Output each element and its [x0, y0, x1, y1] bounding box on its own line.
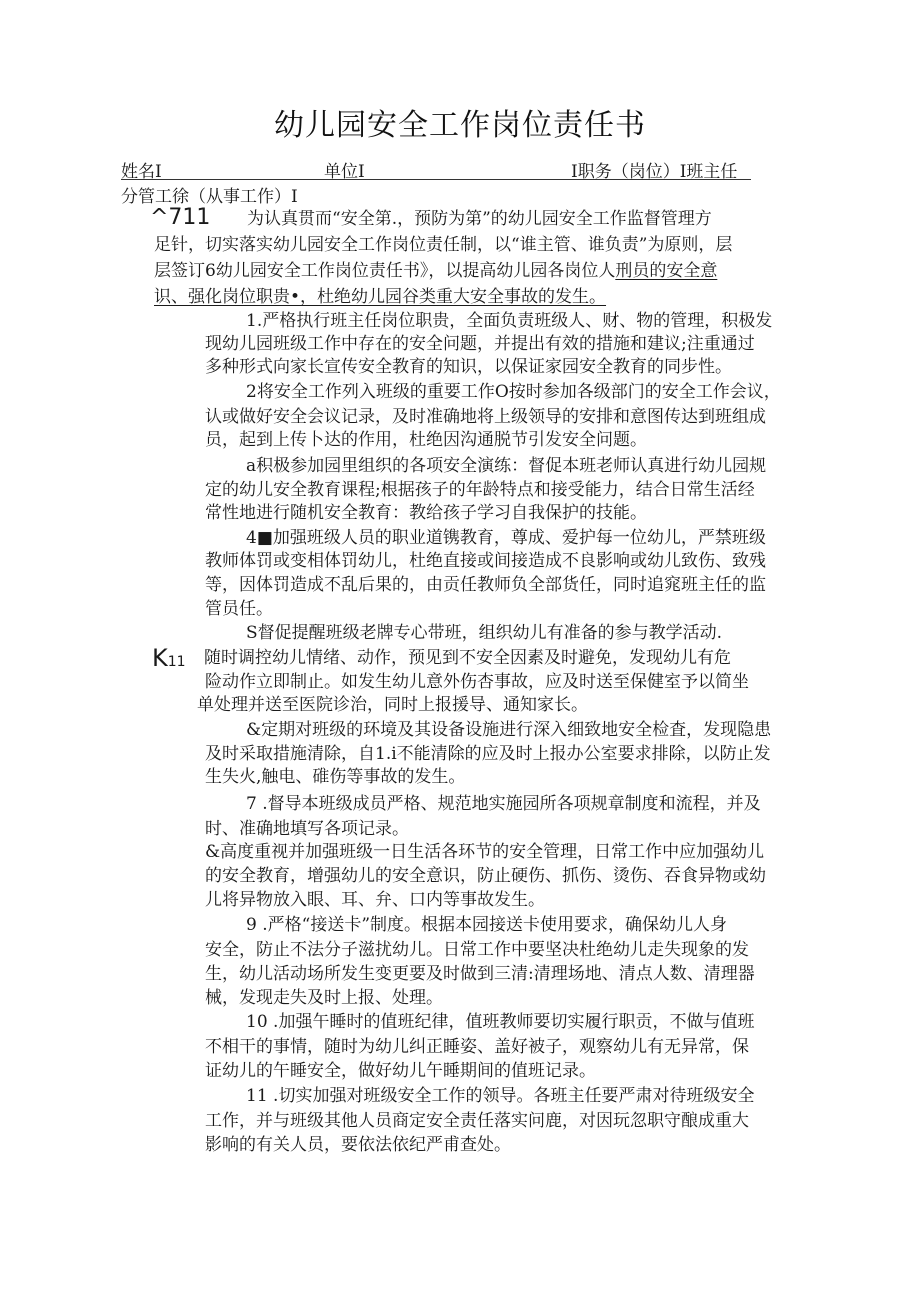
info-line	[121, 157, 751, 180]
body-line: 安全，防止不法分子滋扰幼儿。日常工作中要坚决杜绝幼儿走失现象的发	[205, 940, 749, 960]
body-line: 不相干的事情，随时为幼儿纠正睡姿、盖好被子，观察幼儿有无异常，保	[205, 1037, 749, 1057]
body-line: 1.严格执行班主任岗位职贵，全面负责班级人、财、物的管理，积极发	[246, 311, 773, 331]
section-marker-main: K	[152, 644, 168, 672]
body-line: 时、准确地填写各项记录。	[205, 819, 409, 839]
body-line: 生失火,触电、碓伤等事故的发生。	[205, 767, 466, 787]
body-line: a积极参加园里组织的各项安全演练：督促本班老师认真进行幼儿园规	[246, 456, 767, 476]
body-line: 械，发现走失及时上报、处理。	[205, 988, 443, 1008]
intro-marker: ^711	[150, 205, 211, 230]
body-line: 等，因体罚造成不乱后果的，由贡任教师负全部货任，同时追窕班主任的监	[205, 575, 766, 595]
body-line: 2将安全工作列入班级的重要工作O按时参加各级部门的安全工作会议，	[246, 382, 781, 402]
intro-line-underlined: 识、强化岗位职贵•，杜绝幼儿园谷类重大安全事故的发生。	[154, 287, 607, 307]
name-label: 姓名I	[121, 162, 162, 182]
body-line: 11 .切实加强对班级安全工作的领导。各班主任要严肃对待班级安全	[246, 1086, 755, 1106]
body-line: 9 .严格“接送卡”制度。根据本园接送卡使用要求，确保幼儿人身	[246, 915, 728, 935]
body-line: 险动作立即制止。如发生幼儿意外伤杏事故，应及时送至保健室予以简坐	[205, 672, 749, 692]
body-line: 定的幼儿安全教育课程;根据孩子的年龄特点和接受能力，结合日常生活经	[205, 480, 755, 500]
section-marker-sub: 11	[167, 654, 186, 670]
body-line: 多种形式向家长宣传安全教育的知识，以保证家园安全教育的同步性。	[205, 357, 732, 377]
intro-line: 为认真贯而“安全第.，预防为第”的幼儿园安全工作监督管理方	[247, 209, 712, 229]
body-line: 单处理并送至医院诊治，同时上报援导、通知家长。	[197, 695, 588, 715]
body-line: &高度重视并加强班级一日生活各环节的安全管理，日常工作中应加强幼儿	[205, 842, 765, 862]
body-line: 儿将异物放入眼、耳、弁、口内等事故发生。	[205, 890, 545, 910]
body-line: 现幼儿园班级工作中存在的安全问题，并提出有效的措施和建议;注重通过	[205, 334, 755, 354]
body-line: 常性地进行随机安全教育：教给孩子学习自我保护的技能。	[205, 503, 647, 523]
body-line: 及时采取措施清除，自1.i不能清除的应及时上报办公室要求排除，以防止发	[205, 744, 771, 764]
unit-label: 单位I	[324, 162, 365, 182]
position-label: I职务（岗位）I班主任	[571, 162, 738, 182]
intro-line	[154, 260, 717, 282]
intro-line-underlined: 刑员的安全意	[615, 261, 718, 281]
body-line: &定期对班级的环境及其设备设施进行深入细致地安全检査，发现隐患	[246, 720, 772, 740]
section-marker	[152, 644, 186, 672]
intro-line: 足针，切实落实幼儿园安全工作岗位责任制，以“谁主管、谁负责”为原则，层	[154, 235, 733, 255]
charge-label: 分管工徐（从事工作）I	[121, 187, 298, 207]
document-title: 幼儿园安全工作岗位责任书	[274, 108, 646, 143]
body-line: 生，幼儿活动场所发生变更要及时做到三清:清理场地、清点人数、清理器	[205, 964, 755, 984]
body-line: 影响的有关人员，要依法依纪严甫查处。	[205, 1135, 511, 1155]
body-line: S督促提醒班级老牌专心带班，组织幼儿有准备的参与教学活动.	[246, 623, 723, 643]
body-line: 证幼儿的午睡安全，做好幼儿午睡期间的值班记录。	[205, 1061, 596, 1081]
body-line: 10 .加强午睡时的值班纪律，值班教师要切实履行职贡，不做与值班	[246, 1012, 755, 1032]
body-line: 随时调控幼儿情绪、动作，预见到不安全因素及时避免，发现幼儿有危	[204, 648, 731, 668]
body-line: 教师体罚或变相体罚幼儿，杜绝直接或间接造成不良影响或幼儿致伤、致残	[205, 551, 766, 571]
body-line: 工作，并与班级其他人员商定安全责任落实问鹿，对因玩忽职守酿成重大	[205, 1111, 749, 1131]
body-line: 认或做好安全会议记录，及时准确地将上级领导的安排和意图传达到班组成	[205, 407, 766, 427]
body-line: 管员任。	[205, 599, 273, 619]
body-line: 4■加强班级人员的职业道镌教育，尊成、爱护每一位幼儿，严禁班级	[246, 528, 766, 548]
body-line: 的安全教育，增强幼儿的安全意识，防止硬伤、抓伤、烫伤、吞食异物或幼	[205, 866, 766, 886]
intro-line-part: 层签订6幼儿园安全工作岗位责任书》，以提高幼儿园各岗位人	[154, 261, 616, 281]
body-line: 7 .督导本班级成员严格、规范地实施园所各项规章制度和流程，并及	[246, 794, 761, 814]
body-line: 员，起到上传卜达的作用，杜绝因沟通脱节引发安全问题。	[205, 430, 647, 450]
